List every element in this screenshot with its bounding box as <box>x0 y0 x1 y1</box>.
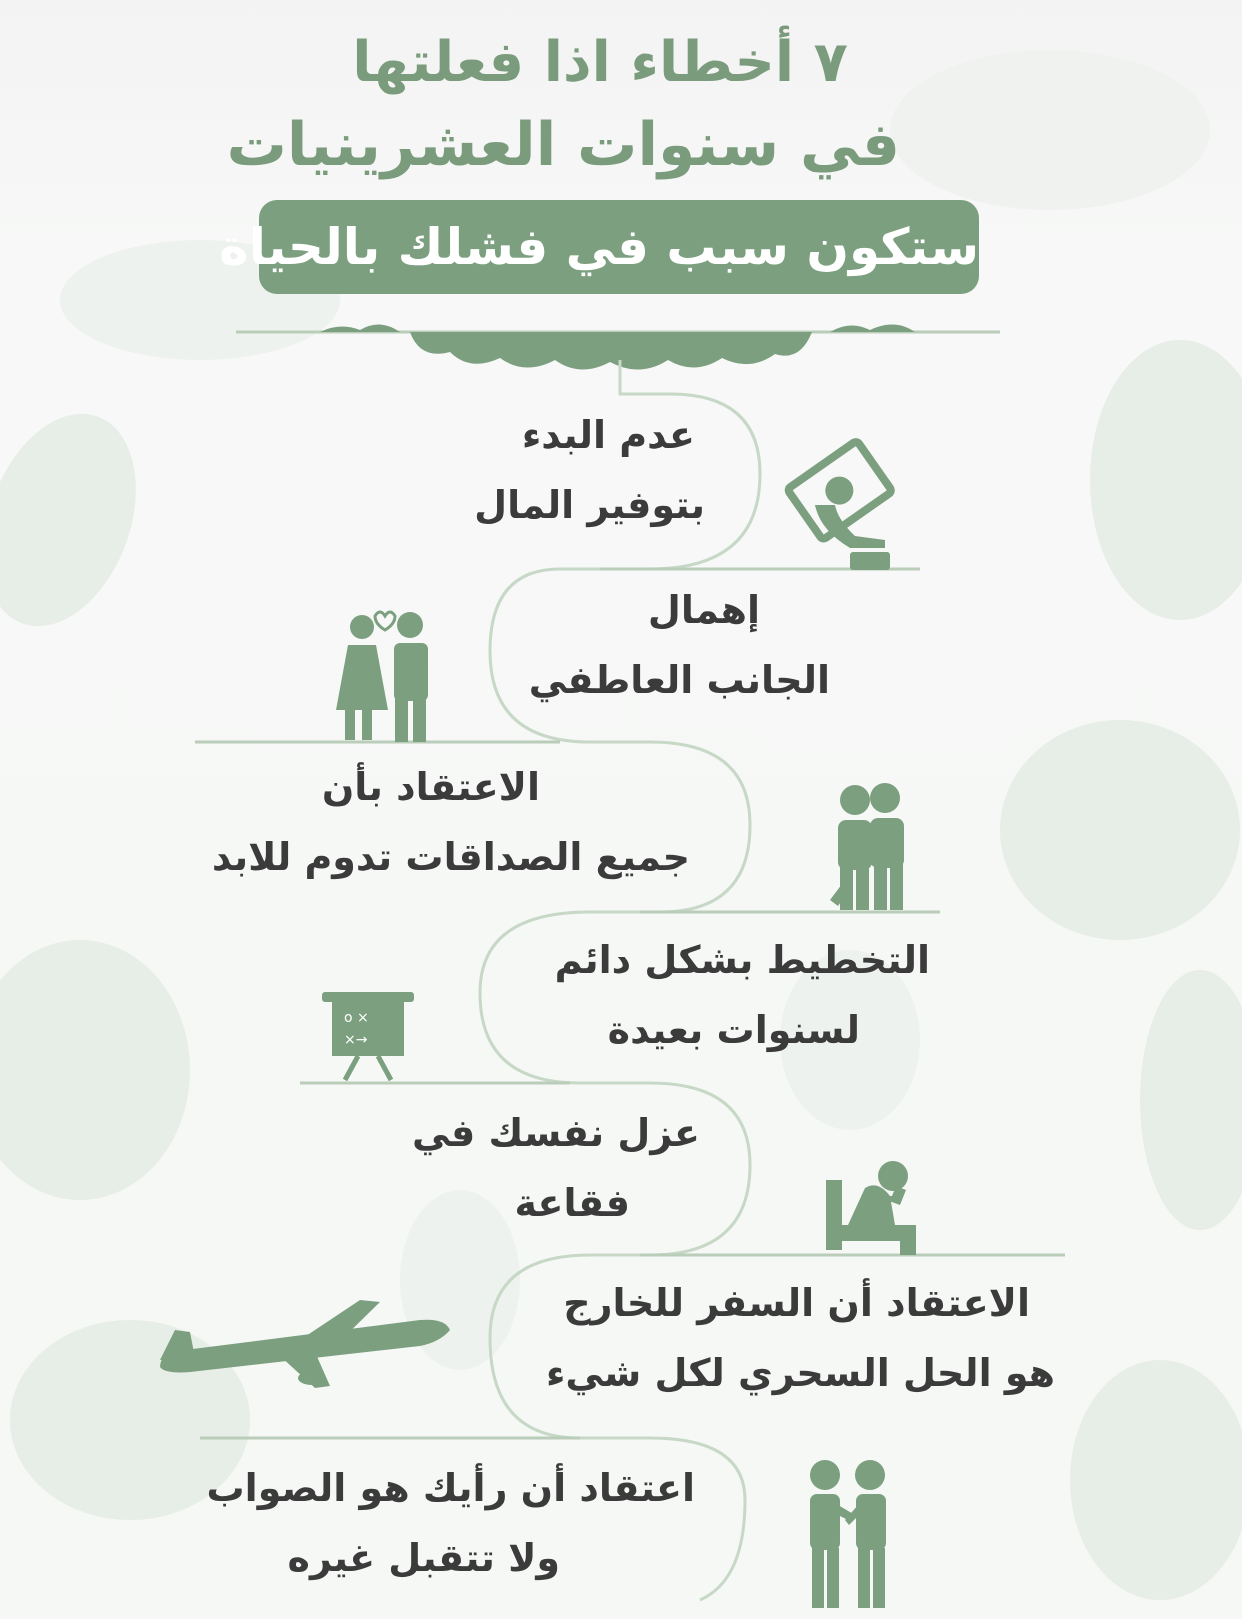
friends-icon <box>830 783 904 910</box>
svg-text:o ×: o × <box>344 1010 369 1026</box>
step-4 <box>500 925 930 1065</box>
thinking-person-icon <box>826 1161 916 1255</box>
step-6 <box>510 1268 1055 1408</box>
step-4-line-2: لسنوات بعيدة <box>607 1008 860 1052</box>
step-7 <box>170 1453 695 1593</box>
strategy-board-icon <box>322 992 414 1080</box>
airplane-icon <box>160 1300 450 1388</box>
step-7-line-1: اعتقاد أن رأيك هو الصواب <box>206 1466 695 1510</box>
step-6-line-2: هو الحل السحري لكل شيء <box>545 1351 1055 1395</box>
step-2-line-2: الجانب العاطفي <box>528 658 830 702</box>
money-hand-icon <box>787 441 892 570</box>
step-2-line-1: إهمال <box>647 588 760 632</box>
arguing-people-icon <box>810 1460 886 1608</box>
title-line-2: في سنوات العشرينيات <box>226 110 900 180</box>
step-1 <box>395 400 705 540</box>
subtitle-banner: ستكون سبب في فشلك بالحياة <box>259 200 979 294</box>
step-3-line-2: جميع الصداقات تدوم للابد <box>211 835 690 879</box>
title-line-1: ٧ أخطاء اذا فعلتها <box>352 30 848 95</box>
step-1-line-2: بتوفير المال <box>474 483 705 527</box>
step-5-line-1: عزل نفسك في <box>411 1111 700 1155</box>
couple-heart-icon <box>336 612 428 742</box>
step-7-line-2: ولا تتقبل غيره <box>287 1536 560 1580</box>
step-6-line-1: الاعتقاد أن السفر للخارج <box>563 1281 1030 1325</box>
step-3-line-1: الاعتقاد بأن <box>321 765 540 809</box>
step-5-line-2: فقاعة <box>514 1181 630 1225</box>
svg-text:×→: ×→ <box>344 1032 368 1048</box>
step-1-line-1: عدم البدء <box>521 413 695 457</box>
step-3 <box>150 752 690 892</box>
cloud-decoration <box>236 324 1000 369</box>
step-4-line-1: التخطيط بشكل دائم <box>554 938 930 982</box>
step-2 <box>500 575 830 715</box>
step-5 <box>380 1098 700 1238</box>
